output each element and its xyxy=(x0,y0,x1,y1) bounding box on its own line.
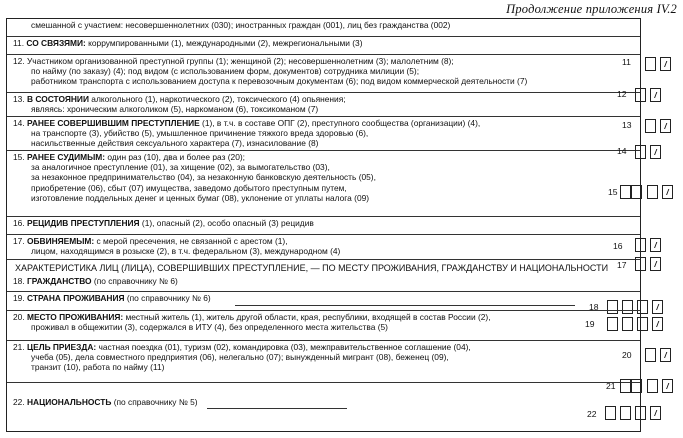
row-10-text: смешанной с участием: несовершеннолетних (030); иностранных граждан (001), лиц без гражданства (002) xyxy=(31,20,451,30)
section-title: ХАРАКТЕРИСТИКА ЛИЦ (ЛИЦА), СОВЕРШИВШИХ ПРЕСТУПЛЕНИЕ, — ПО МЕСТУ ПРОЖИВАНИЯ, ГРАЖДАНСТВУ И НАЦИОНАЛЬНОСТИ xyxy=(15,263,609,273)
code-box-slash[interactable]: / xyxy=(650,238,661,252)
code-box-pair[interactable] xyxy=(620,185,642,199)
row-20-code: 20 xyxy=(622,350,632,360)
row-15-line-4: приобретение (06), сбыт (07) имущества, заведомо добытого преступным путем, xyxy=(31,182,347,193)
row-19-text: (по справочнику № 6) xyxy=(124,293,211,303)
row-14-line-3: насильственные действия сексуального характера (7), изнасилование (8) xyxy=(31,138,319,149)
row-21-line-2: учеба (05), дела совместного предприятия (06), нелегально (07); вынужденный мигрант (08), беженец (09), xyxy=(31,352,449,363)
row-16-text: (1), опасный (2), особо опасный (3) рецидив xyxy=(139,218,314,228)
row-17-title: ОБВИНЯЕМЫМ: xyxy=(26,236,95,246)
row-15-code: 15 xyxy=(608,187,618,197)
code-box-slash[interactable]: / xyxy=(650,406,661,420)
row-14-title: РАНЕЕ СОВЕРШИВШИМ ПРЕСТУПЛЕНИЕ xyxy=(26,118,200,128)
row-22-title: НАЦИОНАЛЬНОСТЬ xyxy=(26,397,112,407)
row-19-code: 19 xyxy=(585,319,595,329)
row-11 xyxy=(7,37,640,55)
row-15-line-2: за аналогичное преступление (01), за хищение (02), за вымогательство (03), xyxy=(31,162,330,173)
row-16-code: 16 xyxy=(613,241,623,251)
code-box[interactable] xyxy=(645,119,656,133)
row-21-title: ЦЕЛЬ ПРИЕЗДА: xyxy=(26,342,97,352)
row-20-title: МЕСТО ПРОЖИВАНИЯ: xyxy=(26,312,124,322)
row-12-line-2: по найму (по заказу) (4); под видом (с использованием форм, документов) сотрудника милиции (5); xyxy=(31,66,420,77)
row-15-number: 15. xyxy=(13,152,25,162)
code-box[interactable] xyxy=(647,379,658,393)
row-19 xyxy=(7,292,640,311)
row-18 xyxy=(7,275,640,292)
row-13-code: 13 xyxy=(622,120,632,130)
code-box-slash[interactable]: / xyxy=(652,300,663,314)
row-22-code: 22 xyxy=(587,409,597,419)
row-12-line-3: работником транспорта с использованием доступа к перевозочным документам (6); под видом коммерческой деятельности (7) xyxy=(31,76,528,87)
row-22-blank-line xyxy=(207,408,347,409)
code-box-slash[interactable]: / xyxy=(660,119,671,133)
row-20-boxes[interactable] xyxy=(645,348,675,362)
row-21 xyxy=(7,341,640,383)
code-box[interactable] xyxy=(645,57,656,71)
row-17-line-2: лицом, находящимся в розыске (2), в т.ч. федеральном (3), международном (4) xyxy=(31,246,341,257)
code-box-slash[interactable]: / xyxy=(652,317,663,331)
row-22-boxes[interactable] xyxy=(605,406,665,420)
code-box[interactable] xyxy=(631,185,642,199)
row-13-text: алкогольного (1), наркотического (2), токсического (4) опьянения; xyxy=(88,94,346,104)
row-15 xyxy=(7,151,640,217)
row-12-line-1: Участником организованной преступной группы (1); женщиной (2); несовершеннолетним (3); малолетним (8); xyxy=(26,56,454,66)
row-19-title: СТРАНА ПРОЖИВАНИЯ xyxy=(26,293,125,303)
row-11-number: 11. xyxy=(13,38,25,48)
row-14-code: 14 xyxy=(617,146,627,156)
row-12 xyxy=(7,55,640,93)
row-19-number: 19. xyxy=(13,293,25,303)
code-box-slash[interactable]: / xyxy=(650,257,661,271)
code-box-slash[interactable]: / xyxy=(662,185,673,199)
row-10-continuation xyxy=(7,19,640,37)
row-16-title: РЕЦИДИВ ПРЕСТУПЛЕНИЯ xyxy=(26,218,140,228)
code-box[interactable] xyxy=(645,348,656,362)
row-15-boxes[interactable] xyxy=(620,185,677,199)
row-21-text: частная поездка (01), туризм (02), командировка (03), межправительственное соглашение (04), xyxy=(96,342,471,352)
row-12-number: 12. xyxy=(13,56,25,66)
row-16-number: 16. xyxy=(13,218,25,228)
code-box[interactable] xyxy=(620,406,631,420)
row-15-text: один раз (10), два и более раз (20); xyxy=(105,152,245,162)
row-17-code: 17 xyxy=(617,260,627,270)
row-20-line-2: проживал в общежитии (3), содержался в ИТУ (4), без определенного места жительства (5) xyxy=(31,322,388,333)
row-22 xyxy=(7,383,640,431)
code-box[interactable] xyxy=(635,406,646,420)
form-table xyxy=(6,18,669,432)
row-17-text: с мерой пресечения, не связанной с арестом (1), xyxy=(94,236,288,246)
row-21-number: 21. xyxy=(13,342,25,352)
row-20 xyxy=(7,311,640,341)
row-22-number: 22. xyxy=(13,397,25,407)
row-14-line-2: на транспорте (3), убийство (5), умышленное причинение тяжкого вреда здоровью (6), xyxy=(31,128,369,139)
row-18-text: (по справочнику № 6) xyxy=(91,276,178,286)
row-17-number: 17. xyxy=(13,236,25,246)
row-19-blank-line xyxy=(235,305,575,306)
code-box-slash[interactable]: / xyxy=(662,379,673,393)
row-17 xyxy=(7,235,640,260)
row-20-text: местный житель (1), житель другой области, края, республики, входящей в состав России (2), xyxy=(123,312,491,322)
code-box[interactable] xyxy=(620,185,631,199)
row-14-number: 14. xyxy=(13,118,25,128)
row-13-number: 13. xyxy=(13,94,25,104)
row-12-code: 12 xyxy=(617,89,627,99)
row-14-text: (1), в т.ч. в составе ОПГ (2), преступного сообщества (организации) (4), xyxy=(199,118,481,128)
code-box-slash[interactable]: / xyxy=(650,145,661,159)
row-18-title: ГРАЖДАНСТВО xyxy=(26,276,92,286)
row-11-text: коррумпированными (1), международными (2), межрегиональными (3) xyxy=(85,38,363,48)
row-18-code: 18 xyxy=(589,302,599,312)
row-15-line-5: изготовление поддельных денег и ценных бумаг (08), уклонение от уплаты налога (09) xyxy=(31,192,370,203)
code-box[interactable] xyxy=(605,406,616,420)
code-box-slash[interactable]: / xyxy=(660,57,671,71)
row-13-line-2: являясь: хроническим алкоголиком (5), наркоманом (6), токсикоманом (7) xyxy=(31,104,319,115)
code-box[interactable] xyxy=(647,185,658,199)
row-13-title: В СОСТОЯНИИ xyxy=(26,94,89,104)
continuation-header: Продолжение приложения IV.2 xyxy=(506,2,677,16)
row-16 xyxy=(7,217,640,235)
row-13-boxes[interactable] xyxy=(645,119,675,133)
row-22-text: (по справочнику № 5) xyxy=(111,397,198,407)
row-18-number: 18. xyxy=(13,276,25,286)
row-11-boxes[interactable] xyxy=(645,57,675,71)
code-box-slash[interactable]: / xyxy=(650,88,661,102)
row-13 xyxy=(7,93,640,117)
row-21-code: 21 xyxy=(606,381,616,391)
row-21-line-3: транзит (10), работа по найму (11) xyxy=(31,362,165,373)
row-15-line-3: за незаконное предпринимательство (04), за незаконную банковскую деятельность (05), xyxy=(31,172,376,183)
row-15-title: РАНЕЕ СУДИМЫМ: xyxy=(26,152,106,162)
row-20-number: 20. xyxy=(13,312,25,322)
code-box-slash[interactable]: / xyxy=(660,348,671,362)
row-14 xyxy=(7,117,640,151)
row-11-title: СО СВЯЗЯМИ: xyxy=(26,38,86,48)
row-11-code: 11 xyxy=(622,57,631,67)
